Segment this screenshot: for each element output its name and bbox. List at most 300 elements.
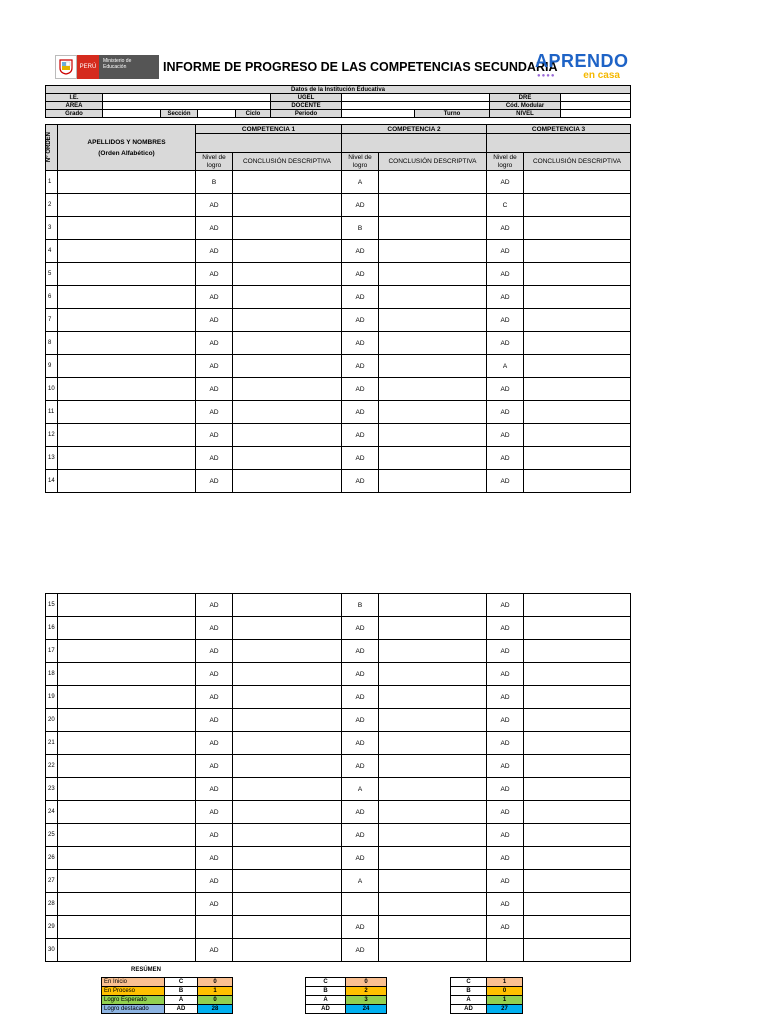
- student-name-cell[interactable]: [58, 640, 196, 663]
- conclusion-cell-c1[interactable]: [233, 939, 342, 962]
- table-row: [46, 709, 631, 732]
- level-cell-c2[interactable]: AD: [342, 824, 379, 847]
- level-cell-c3[interactable]: AD: [487, 217, 524, 240]
- summary-code: AD: [451, 1005, 487, 1014]
- row-number: 6: [46, 286, 58, 309]
- level-cell-c3[interactable]: AD: [487, 617, 524, 640]
- table-row: [46, 447, 631, 470]
- summary-row: [451, 996, 523, 1005]
- area-label: ÁREA: [46, 102, 103, 110]
- conclusion-cell-c1[interactable]: [233, 447, 342, 470]
- summary-code: C: [451, 978, 487, 987]
- grado-label: Grado: [46, 110, 103, 118]
- table-row: [46, 309, 631, 332]
- level-cell-c1[interactable]: AD: [196, 447, 233, 470]
- level-cell-c1[interactable]: AD: [196, 755, 233, 778]
- level-cell-c3[interactable]: AD: [487, 663, 524, 686]
- summary-code: AD: [165, 1005, 198, 1014]
- level-cell-c3[interactable]: AD: [487, 263, 524, 286]
- level-cell-c2[interactable]: AD: [342, 263, 379, 286]
- conclusion-cell-c2[interactable]: [379, 870, 487, 893]
- conclusion-cell-c3[interactable]: [524, 378, 631, 401]
- conclusion-cell-c3[interactable]: [524, 801, 631, 824]
- student-name-cell[interactable]: [58, 847, 196, 870]
- row-number: 22: [46, 755, 58, 778]
- level-cell-c1[interactable]: AD: [196, 217, 233, 240]
- cod-modular-value[interactable]: [561, 102, 631, 110]
- level-cell-c3[interactable]: AD: [487, 309, 524, 332]
- summary-code: C: [165, 978, 198, 987]
- conclusion-cell-c3[interactable]: [524, 240, 631, 263]
- level-cell-c1[interactable]: AD: [196, 263, 233, 286]
- student-name-cell[interactable]: [58, 686, 196, 709]
- seccion-value[interactable]: [198, 110, 236, 118]
- conclusion-cell-c2[interactable]: [379, 309, 487, 332]
- cod-modular-label: Cód. Modular: [490, 102, 561, 110]
- row-number: 20: [46, 709, 58, 732]
- level-cell-c2[interactable]: AD: [342, 194, 379, 217]
- level-cell-c1[interactable]: AD: [196, 640, 233, 663]
- conclusion-cell-c2[interactable]: [379, 263, 487, 286]
- summary-label: En Inicio: [102, 978, 165, 987]
- table-row: [46, 801, 631, 824]
- brand-line2: en casa: [583, 70, 620, 81]
- conclusion-cell-c3[interactable]: [524, 847, 631, 870]
- conclusion-cell-c2[interactable]: [379, 286, 487, 309]
- conclusion-cell-c2[interactable]: [379, 732, 487, 755]
- seccion-label: Sección: [161, 110, 198, 118]
- order-header: N° ORDEN: [46, 125, 58, 171]
- competencia-1-desc: [196, 134, 342, 153]
- student-name-cell[interactable]: [58, 594, 196, 617]
- conclusion-cell-c1[interactable]: [233, 309, 342, 332]
- conclusion-cell-c2[interactable]: [379, 401, 487, 424]
- student-name-cell[interactable]: [58, 401, 196, 424]
- student-name-cell[interactable]: [58, 286, 196, 309]
- conclusion-cell-c2[interactable]: [379, 663, 487, 686]
- level-cell-c1[interactable]: AD: [196, 617, 233, 640]
- table-row: [46, 778, 631, 801]
- student-name-cell[interactable]: [58, 870, 196, 893]
- conclusion-cell-c2[interactable]: [379, 217, 487, 240]
- student-name-cell[interactable]: [58, 194, 196, 217]
- conclusion-cell-c1[interactable]: [233, 778, 342, 801]
- level-cell-c2[interactable]: A: [342, 778, 379, 801]
- ugel-label: UGEL: [271, 94, 342, 102]
- conclusion-cell-c3[interactable]: [524, 939, 631, 962]
- summary-code: A: [451, 996, 487, 1005]
- student-name-cell[interactable]: [58, 447, 196, 470]
- conclusion-cell-c1[interactable]: [233, 378, 342, 401]
- level-cell-c3[interactable]: AD: [487, 240, 524, 263]
- conclusion-cell-c3[interactable]: [524, 355, 631, 378]
- conclusion-cell-c1[interactable]: [233, 470, 342, 493]
- level-cell-c2[interactable]: B: [342, 594, 379, 617]
- level-cell-c1[interactable]: AD: [196, 355, 233, 378]
- conclusion-header-1: CONCLUSIÓN DESCRIPTIVA: [233, 153, 342, 171]
- conclusion-cell-c1[interactable]: [233, 424, 342, 447]
- conclusion-cell-c2[interactable]: [379, 617, 487, 640]
- summary-count: 3: [346, 996, 387, 1005]
- student-name-cell[interactable]: [58, 332, 196, 355]
- level-cell-c2[interactable]: AD: [342, 663, 379, 686]
- level-cell-c1[interactable]: AD: [196, 686, 233, 709]
- level-cell-c2[interactable]: AD: [342, 640, 379, 663]
- conclusion-cell-c3[interactable]: [524, 401, 631, 424]
- conclusion-cell-c3[interactable]: [524, 732, 631, 755]
- level-cell-c3[interactable]: AD: [487, 778, 524, 801]
- competencia-3-desc: [487, 134, 631, 153]
- grades-table-page2: [45, 593, 631, 962]
- level-cell-c1[interactable]: AD: [196, 847, 233, 870]
- student-name-cell[interactable]: [58, 378, 196, 401]
- level-cell-c2[interactable]: AD: [342, 355, 379, 378]
- conclusion-cell-c3[interactable]: [524, 663, 631, 686]
- conclusion-cell-c3[interactable]: [524, 171, 631, 194]
- conclusion-cell-c1[interactable]: [233, 263, 342, 286]
- level-cell-c1[interactable]: AD: [196, 424, 233, 447]
- conclusion-cell-c3[interactable]: [524, 332, 631, 355]
- conclusion-cell-c1[interactable]: [233, 801, 342, 824]
- level-cell-c3[interactable]: AD: [487, 447, 524, 470]
- conclusion-cell-c2[interactable]: [379, 640, 487, 663]
- conclusion-cell-c1[interactable]: [233, 755, 342, 778]
- conclusion-cell-c2[interactable]: [379, 916, 487, 939]
- conclusion-cell-c3[interactable]: [524, 217, 631, 240]
- nivel-value[interactable]: [561, 110, 631, 118]
- conclusion-cell-c1[interactable]: [233, 594, 342, 617]
- level-cell-c3[interactable]: AD: [487, 847, 524, 870]
- level-cell-c2[interactable]: AD: [342, 332, 379, 355]
- level-cell-c3[interactable]: AD: [487, 893, 524, 916]
- level-cell-c2[interactable]: A: [342, 870, 379, 893]
- level-cell-c3[interactable]: AD: [487, 424, 524, 447]
- conclusion-cell-c1[interactable]: [233, 663, 342, 686]
- level-cell-c3[interactable]: AD: [487, 870, 524, 893]
- level-cell-c1[interactable]: AD: [196, 194, 233, 217]
- docente-value[interactable]: [342, 102, 490, 110]
- level-cell-c1[interactable]: AD: [196, 939, 233, 962]
- level-cell-c2[interactable]: [342, 893, 379, 916]
- grado-value[interactable]: [103, 110, 161, 118]
- table-row: [46, 640, 631, 663]
- institution-table: [45, 85, 631, 118]
- student-name-cell[interactable]: [58, 617, 196, 640]
- conclusion-cell-c2[interactable]: [379, 447, 487, 470]
- summary-row: [102, 978, 233, 987]
- conclusion-cell-c1[interactable]: [233, 240, 342, 263]
- conclusion-cell-c2[interactable]: [379, 470, 487, 493]
- conclusion-header-2: CONCLUSIÓN DESCRIPTIVA: [379, 153, 487, 171]
- conclusion-cell-c1[interactable]: [233, 217, 342, 240]
- conclusion-cell-c3[interactable]: [524, 424, 631, 447]
- conclusion-cell-c2[interactable]: [379, 378, 487, 401]
- student-name-cell[interactable]: [58, 709, 196, 732]
- conclusion-cell-c2[interactable]: [379, 594, 487, 617]
- student-name-cell[interactable]: [58, 801, 196, 824]
- level-cell-c2[interactable]: AD: [342, 801, 379, 824]
- level-cell-c3[interactable]: AD: [487, 171, 524, 194]
- conclusion-cell-c1[interactable]: [233, 171, 342, 194]
- conclusion-cell-c3[interactable]: [524, 824, 631, 847]
- conclusion-cell-c3[interactable]: [524, 755, 631, 778]
- periodo-value[interactable]: [342, 110, 415, 118]
- conclusion-cell-c3[interactable]: [524, 447, 631, 470]
- level-cell-c2[interactable]: AD: [342, 309, 379, 332]
- level-cell-c2[interactable]: B: [342, 217, 379, 240]
- level-cell-c1[interactable]: AD: [196, 870, 233, 893]
- row-number: 16: [46, 617, 58, 640]
- summary-count: 2: [346, 987, 387, 996]
- conclusion-cell-c1[interactable]: [233, 686, 342, 709]
- row-number: 11: [46, 401, 58, 424]
- ugel-value[interactable]: [342, 94, 490, 102]
- row-number: 23: [46, 778, 58, 801]
- level-cell-c1[interactable]: AD: [196, 824, 233, 847]
- level-cell-c1[interactable]: AD: [196, 240, 233, 263]
- conclusion-cell-c3[interactable]: [524, 893, 631, 916]
- conclusion-header-3: CONCLUSIÓN DESCRIPTIVA: [524, 153, 631, 171]
- conclusion-cell-c2[interactable]: [379, 778, 487, 801]
- student-name-cell[interactable]: [58, 663, 196, 686]
- conclusion-cell-c3[interactable]: [524, 686, 631, 709]
- conclusion-cell-c1[interactable]: [233, 824, 342, 847]
- summary-row: [102, 1005, 233, 1014]
- level-cell-c2[interactable]: AD: [342, 401, 379, 424]
- level-cell-c3[interactable]: AD: [487, 732, 524, 755]
- conclusion-cell-c2[interactable]: [379, 847, 487, 870]
- level-cell-c2[interactable]: AD: [342, 424, 379, 447]
- student-name-cell[interactable]: [58, 309, 196, 332]
- level-cell-c2[interactable]: A: [342, 171, 379, 194]
- competencia-3-header: COMPETENCIA 3: [487, 125, 631, 134]
- row-number: 30: [46, 939, 58, 962]
- conclusion-cell-c2[interactable]: [379, 755, 487, 778]
- conclusion-cell-c2[interactable]: [379, 709, 487, 732]
- student-name-cell[interactable]: [58, 355, 196, 378]
- table-row: [46, 939, 631, 962]
- conclusion-cell-c2[interactable]: [379, 801, 487, 824]
- level-cell-c1[interactable]: B: [196, 171, 233, 194]
- level-cell-c3[interactable]: C: [487, 194, 524, 217]
- conclusion-cell-c3[interactable]: [524, 594, 631, 617]
- level-cell-c3[interactable]: AD: [487, 801, 524, 824]
- level-cell-c1[interactable]: AD: [196, 778, 233, 801]
- level-cell-c1[interactable]: AD: [196, 378, 233, 401]
- table-row: [46, 755, 631, 778]
- conclusion-cell-c1[interactable]: [233, 640, 342, 663]
- conclusion-cell-c3[interactable]: [524, 870, 631, 893]
- level-cell-c2[interactable]: AD: [342, 378, 379, 401]
- level-header-2: Nivel de logro: [342, 153, 379, 171]
- logo-ministry: Ministerio de Educación: [99, 55, 159, 79]
- conclusion-cell-c1[interactable]: [233, 355, 342, 378]
- conclusion-cell-c3[interactable]: [524, 916, 631, 939]
- conclusion-cell-c1[interactable]: [233, 401, 342, 424]
- row-number: 2: [46, 194, 58, 217]
- row-number: 1: [46, 171, 58, 194]
- area-value[interactable]: [103, 102, 271, 110]
- conclusion-cell-c1[interactable]: [233, 893, 342, 916]
- conclusion-cell-c1[interactable]: [233, 916, 342, 939]
- conclusion-cell-c2[interactable]: [379, 194, 487, 217]
- row-number: 9: [46, 355, 58, 378]
- nivel-label: NIVEL: [490, 110, 561, 118]
- summary-row: [306, 996, 387, 1005]
- level-cell-c3[interactable]: AD: [487, 594, 524, 617]
- table-row: [46, 355, 631, 378]
- conclusion-cell-c1[interactable]: [233, 709, 342, 732]
- summary-row: [102, 987, 233, 996]
- conclusion-cell-c3[interactable]: [524, 194, 631, 217]
- student-name-cell[interactable]: [58, 217, 196, 240]
- level-cell-c1[interactable]: AD: [196, 663, 233, 686]
- level-cell-c1[interactable]: AD: [196, 470, 233, 493]
- conclusion-cell-c1[interactable]: [233, 870, 342, 893]
- conclusion-cell-c2[interactable]: [379, 893, 487, 916]
- level-cell-c1[interactable]: AD: [196, 709, 233, 732]
- summary-title: RESÚMEN: [131, 967, 162, 973]
- student-name-cell[interactable]: [58, 755, 196, 778]
- level-cell-c3[interactable]: AD: [487, 378, 524, 401]
- conclusion-cell-c3[interactable]: [524, 617, 631, 640]
- conclusion-cell-c1[interactable]: [233, 286, 342, 309]
- ie-label: I.E.: [46, 94, 103, 102]
- level-cell-c1[interactable]: AD: [196, 801, 233, 824]
- level-header-3: Nivel de logro: [487, 153, 524, 171]
- level-cell-c3[interactable]: AD: [487, 640, 524, 663]
- ciclo-label: Ciclo: [236, 110, 271, 118]
- level-cell-c3[interactable]: AD: [487, 709, 524, 732]
- level-cell-c2[interactable]: AD: [342, 755, 379, 778]
- level-cell-c1[interactable]: [196, 916, 233, 939]
- level-cell-c3[interactable]: AD: [487, 286, 524, 309]
- row-number: 18: [46, 663, 58, 686]
- level-cell-c2[interactable]: AD: [342, 286, 379, 309]
- table-row: [46, 470, 631, 493]
- level-cell-c1[interactable]: AD: [196, 732, 233, 755]
- level-cell-c1[interactable]: AD: [196, 893, 233, 916]
- student-name-cell[interactable]: [58, 470, 196, 493]
- summary-row: [451, 1005, 523, 1014]
- conclusion-cell-c2[interactable]: [379, 171, 487, 194]
- student-name-cell[interactable]: [58, 424, 196, 447]
- level-cell-c3[interactable]: [487, 939, 524, 962]
- level-cell-c3[interactable]: AD: [487, 824, 524, 847]
- table-row: [46, 916, 631, 939]
- table-row: [46, 847, 631, 870]
- level-cell-c2[interactable]: AD: [342, 447, 379, 470]
- conclusion-cell-c1[interactable]: [233, 617, 342, 640]
- conclusion-cell-c3[interactable]: [524, 263, 631, 286]
- level-cell-c1[interactable]: AD: [196, 332, 233, 355]
- summary-table-comp1: [101, 977, 233, 1014]
- student-name-cell[interactable]: [58, 916, 196, 939]
- student-name-cell[interactable]: [58, 939, 196, 962]
- conclusion-cell-c3[interactable]: [524, 709, 631, 732]
- table-row: [46, 286, 631, 309]
- level-cell-c1[interactable]: AD: [196, 594, 233, 617]
- level-cell-c3[interactable]: AD: [487, 401, 524, 424]
- conclusion-cell-c1[interactable]: [233, 732, 342, 755]
- brand-dots-icon: ●●●●: [537, 73, 556, 79]
- student-name-cell[interactable]: [58, 732, 196, 755]
- ie-value[interactable]: [103, 94, 271, 102]
- level-cell-c3[interactable]: AD: [487, 332, 524, 355]
- level-cell-c2[interactable]: AD: [342, 732, 379, 755]
- conclusion-cell-c2[interactable]: [379, 824, 487, 847]
- level-cell-c2[interactable]: AD: [342, 939, 379, 962]
- conclusion-cell-c2[interactable]: [379, 355, 487, 378]
- dre-label: DRE: [490, 94, 561, 102]
- summary-label: Logro Esperado: [102, 996, 165, 1005]
- level-cell-c2[interactable]: AD: [342, 470, 379, 493]
- table-row: [46, 401, 631, 424]
- level-cell-c2[interactable]: AD: [342, 240, 379, 263]
- conclusion-cell-c2[interactable]: [379, 240, 487, 263]
- conclusion-cell-c2[interactable]: [379, 939, 487, 962]
- grades-body-page2: [46, 594, 631, 962]
- level-cell-c3[interactable]: AD: [487, 755, 524, 778]
- student-name-cell[interactable]: [58, 893, 196, 916]
- level-cell-c3[interactable]: AD: [487, 686, 524, 709]
- row-number: 27: [46, 870, 58, 893]
- level-cell-c1[interactable]: AD: [196, 286, 233, 309]
- conclusion-cell-c3[interactable]: [524, 286, 631, 309]
- conclusion-cell-c2[interactable]: [379, 424, 487, 447]
- level-cell-c2[interactable]: AD: [342, 617, 379, 640]
- conclusion-cell-c3[interactable]: [524, 640, 631, 663]
- summary-table-comp2: [305, 977, 387, 1014]
- student-name-cell[interactable]: [58, 171, 196, 194]
- row-number: 3: [46, 217, 58, 240]
- student-name-cell[interactable]: [58, 240, 196, 263]
- conclusion-cell-c1[interactable]: [233, 194, 342, 217]
- student-name-cell[interactable]: [58, 824, 196, 847]
- level-cell-c3[interactable]: AD: [487, 916, 524, 939]
- level-cell-c3[interactable]: AD: [487, 470, 524, 493]
- level-cell-c3[interactable]: A: [487, 355, 524, 378]
- dre-value[interactable]: [561, 94, 631, 102]
- level-cell-c1[interactable]: AD: [196, 401, 233, 424]
- level-cell-c2[interactable]: AD: [342, 916, 379, 939]
- level-cell-c2[interactable]: AD: [342, 847, 379, 870]
- conclusion-cell-c2[interactable]: [379, 332, 487, 355]
- student-name-cell[interactable]: [58, 263, 196, 286]
- summary-row: [306, 1005, 387, 1014]
- summary-count: 28: [198, 1005, 233, 1014]
- summary-code: B: [165, 987, 198, 996]
- conclusion-cell-c3[interactable]: [524, 778, 631, 801]
- conclusion-cell-c2[interactable]: [379, 686, 487, 709]
- summary-row: [306, 987, 387, 996]
- conclusion-cell-c3[interactable]: [524, 309, 631, 332]
- level-cell-c2[interactable]: AD: [342, 709, 379, 732]
- conclusion-cell-c1[interactable]: [233, 847, 342, 870]
- level-cell-c2[interactable]: AD: [342, 686, 379, 709]
- row-number: 10: [46, 378, 58, 401]
- competencia-2-header: COMPETENCIA 2: [342, 125, 487, 134]
- competencia-1-header: COMPETENCIA 1: [196, 125, 342, 134]
- summary-code: A: [165, 996, 198, 1005]
- conclusion-cell-c1[interactable]: [233, 332, 342, 355]
- conclusion-cell-c3[interactable]: [524, 470, 631, 493]
- grades-body-page1: [46, 171, 631, 493]
- level-cell-c1[interactable]: AD: [196, 309, 233, 332]
- student-name-cell[interactable]: [58, 778, 196, 801]
- summary-code: B: [306, 987, 346, 996]
- row-number: 5: [46, 263, 58, 286]
